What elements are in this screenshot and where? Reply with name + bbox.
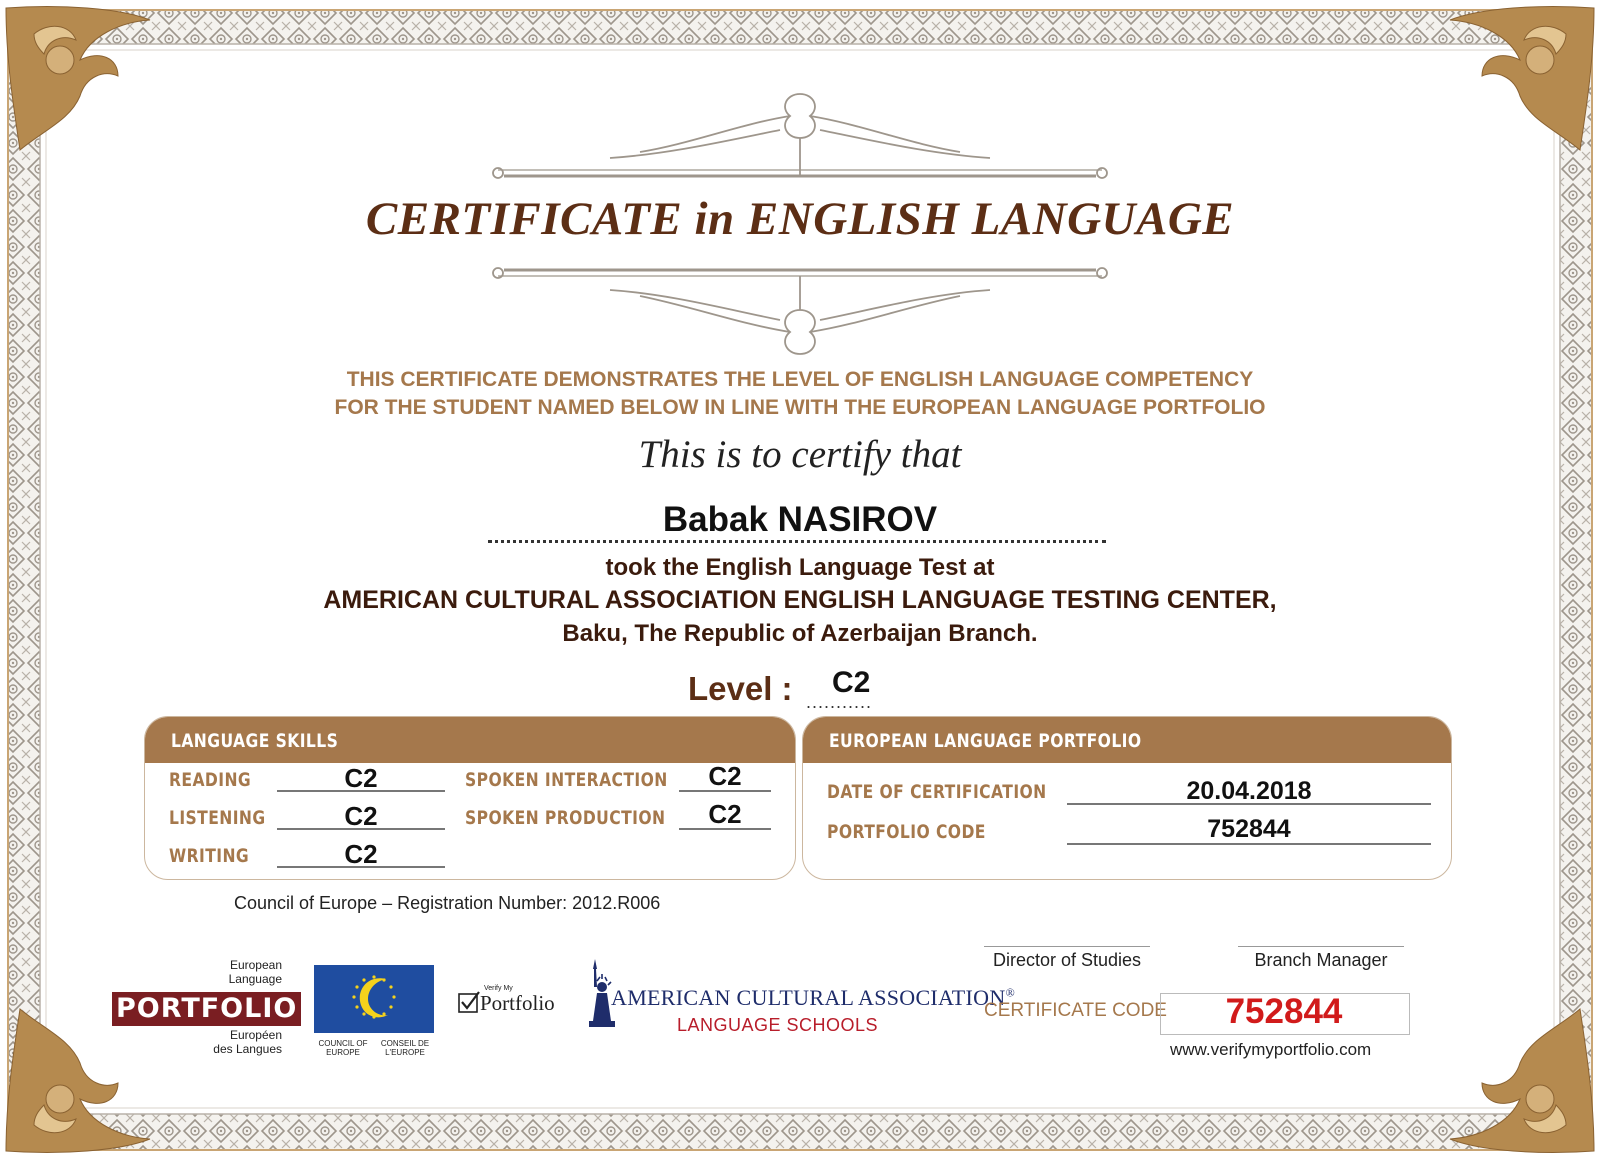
council-of-europe-flag-icon <box>312 963 436 1035</box>
level-value: C2 <box>832 666 871 699</box>
branch-manager-label: Branch Manager <box>1254 950 1388 970</box>
aca-name: AMERICAN CULTURAL ASSOCIATION <box>611 985 1006 1010</box>
elp-bottom-text-2: des Langues <box>213 1042 282 1056</box>
verify-url[interactable]: www.verifymyportfolio.com <box>1170 1040 1372 1059</box>
intro-line-2: FOR THE STUDENT NAMED BELOW IN LINE WITH THE EUROPEAN LANGUAGE PORTFOLIO <box>334 396 1266 419</box>
listening-label: LISTENING <box>169 807 266 829</box>
verify-my-portfolio-logo <box>458 985 568 1025</box>
title-flourish-top <box>490 84 1110 184</box>
certificate-code-label: CERTIFICATE CODE <box>984 1000 1167 1021</box>
aca-registered-mark: ® <box>1005 985 1015 1000</box>
date-of-certification-value: 20.04.2018 <box>1186 777 1312 805</box>
listening-value: C2 <box>344 801 378 831</box>
european-portfolio-heading-text: EUROPEAN LANGUAGE PORTFOLIO <box>829 730 1142 752</box>
certify-text: This is to certify that <box>638 433 962 476</box>
spoken-production-label: SPOKEN PRODUCTION <box>465 807 666 829</box>
reading-value: C2 <box>344 763 378 793</box>
portfolio-code-label: PORTFOLIO CODE <box>827 821 986 843</box>
language-skills-heading <box>145 717 795 763</box>
level-dotted-line: ........... <box>806 692 873 712</box>
european-language-portfolio-logo <box>112 958 298 1058</box>
aca-language-schools: LANGUAGE SCHOOLS <box>677 1015 879 1035</box>
elp-bottom-text-1: Européen <box>229 1028 282 1042</box>
language-skills-panel <box>144 716 796 880</box>
manager-signature-line <box>1238 946 1404 947</box>
european-portfolio-heading <box>803 717 1451 763</box>
student-name: Babak NASIROV <box>662 500 938 539</box>
branch-line: Baku, The Republic of Azerbaijan Branch. <box>562 620 1038 647</box>
portfolio-code-value: 752844 <box>1207 815 1291 843</box>
registration-number: Council of Europe – Registration Number: 2012.R006 <box>234 893 661 913</box>
test-line: took the English Language Test at <box>605 554 995 581</box>
director-signature-line <box>984 946 1150 947</box>
elp-top-text-1: European <box>229 958 282 972</box>
spoken-interaction-value: C2 <box>708 761 742 791</box>
elp-wordmark: PORTFOLIO <box>112 992 301 1026</box>
certificate-title: CERTIFICATE in ENGLISH LANGUAGE <box>365 193 1235 245</box>
writing-value: C2 <box>344 839 378 869</box>
coe-english-name: COUNCIL OF EUROPE <box>318 1039 368 1057</box>
verify-my-text: Verify My <box>484 985 513 992</box>
portfolio-text: Portfolio <box>480 991 555 1015</box>
coe-french-name: CONSEIL DE L'EUROPE <box>380 1039 430 1057</box>
spoken-production-value: C2 <box>708 799 742 829</box>
european-portfolio-panel <box>802 716 1452 880</box>
testing-center-line: AMERICAN CULTURAL ASSOCIATION ENGLISH LANGUAGE TESTING CENTER, <box>323 586 1277 614</box>
certificate-code-value: 752844 <box>1225 992 1343 1031</box>
elp-top-text-2: Language <box>228 972 282 986</box>
american-cultural-association-logo <box>585 955 1015 1055</box>
reading-label: READING <box>169 769 252 791</box>
title-flourish-bottom <box>490 266 1110 358</box>
spoken-interaction-label: SPOKEN INTERACTION <box>465 769 668 791</box>
level-label: Level : <box>688 670 793 707</box>
intro-line-1: THIS CERTIFICATE DEMONSTRATES THE LEVEL OF ENGLISH LANGUAGE COMPETENCY <box>346 368 1254 391</box>
date-of-certification-label: DATE OF CERTIFICATION <box>827 781 1047 803</box>
director-of-studies-label: Director of Studies <box>992 950 1142 970</box>
checkbox-icon <box>458 991 480 1013</box>
language-skills-heading-text: LANGUAGE SKILLS <box>171 730 339 752</box>
writing-label: WRITING <box>169 845 250 867</box>
council-of-europe-logo <box>312 963 436 1058</box>
